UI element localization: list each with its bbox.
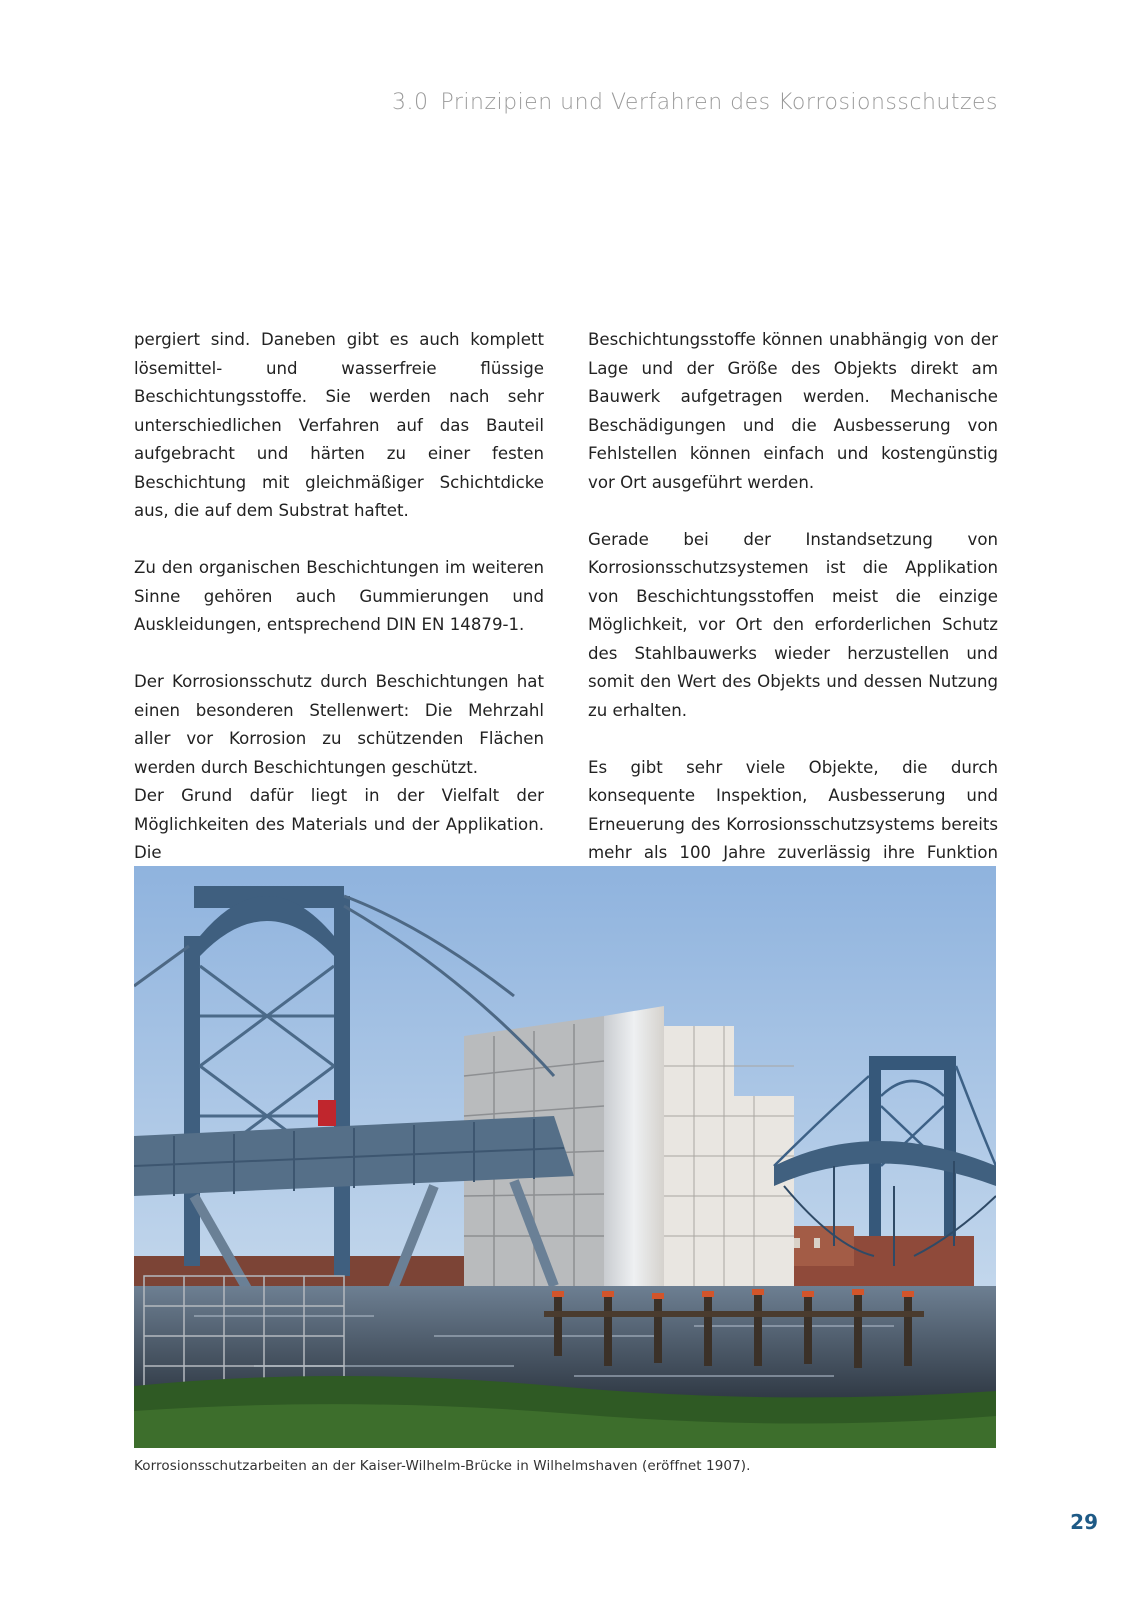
figure-caption: Korrosionsschutzarbeiten an der Kaiser-Wilhelm-Brücke in Wilhelmshaven (eröffnet 1907). [134, 1458, 751, 1474]
section-number: 3.0 [391, 90, 429, 115]
paragraph: Gerade bei der Instandsetzung von Korrosionsschutzsystemen ist die Applikation von Beschichtungsstoffen meist die einzige Möglichkeit, vor Ort den erforderlichen Schutz des Stahlbauwerks wieder herzustellen und somit den Wert des Objekts und dessen Nutzung zu erhalten. [588, 529, 998, 720]
right-text-column [588, 326, 998, 925]
page-number: 29 [1070, 1510, 1098, 1534]
paragraph: Beschichtungsstoffe können unabhängig von der Lage und der Größe des Objekts direkt am Bauwerk aufgetragen werden. Mechanische Beschädigungen und die Ausbesserung von Fehlstellen können einfach und kostengünstig vor Ort ausgeführt werden. [588, 330, 998, 492]
section-header [392, 90, 998, 115]
paragraph: Der Korrosionsschutz durch Beschichtungen hat einen besonderen Stellenwert: Die Mehrzahl aller vor Korrosion zu schützenden Flächen werden durch Beschichtungen geschützt. [134, 672, 544, 777]
section-title: Prinzipien und Verfahren des Korrosionsschutzes [440, 90, 998, 115]
paragraph: Der Grund dafür liegt in der Vielfalt der Möglichkeiten des Materials und der Applikation. Die [134, 786, 544, 862]
bridge-photo [134, 866, 996, 1448]
left-text-column [134, 326, 544, 896]
paragraph: pergiert sind. Daneben gibt es auch komplett lösemittel- und wasserfreie flüssige Beschichtungsstoffe. Sie werden nach sehr unterschiedlichen Verfahren auf das Bauteil aufgebracht und härten zu einer festen Beschichtung mit gleichmäßiger Schichtdicke aus, die auf dem Substrat haftet. [134, 330, 544, 520]
paragraph: Es gibt sehr viele Objekte, die durch konsequente Inspektion, Ausbesserung und Erneuerung des Korrosionsschutzsystems bereits mehr als 100 Jahre zuverlässig ihre Funktion [588, 757, 998, 862]
paragraph: Zu den organischen Beschichtungen im weiteren Sinne gehören auch Gummierungen und Auskleidungen, entsprechend DIN EN 14879-1. [134, 558, 544, 634]
